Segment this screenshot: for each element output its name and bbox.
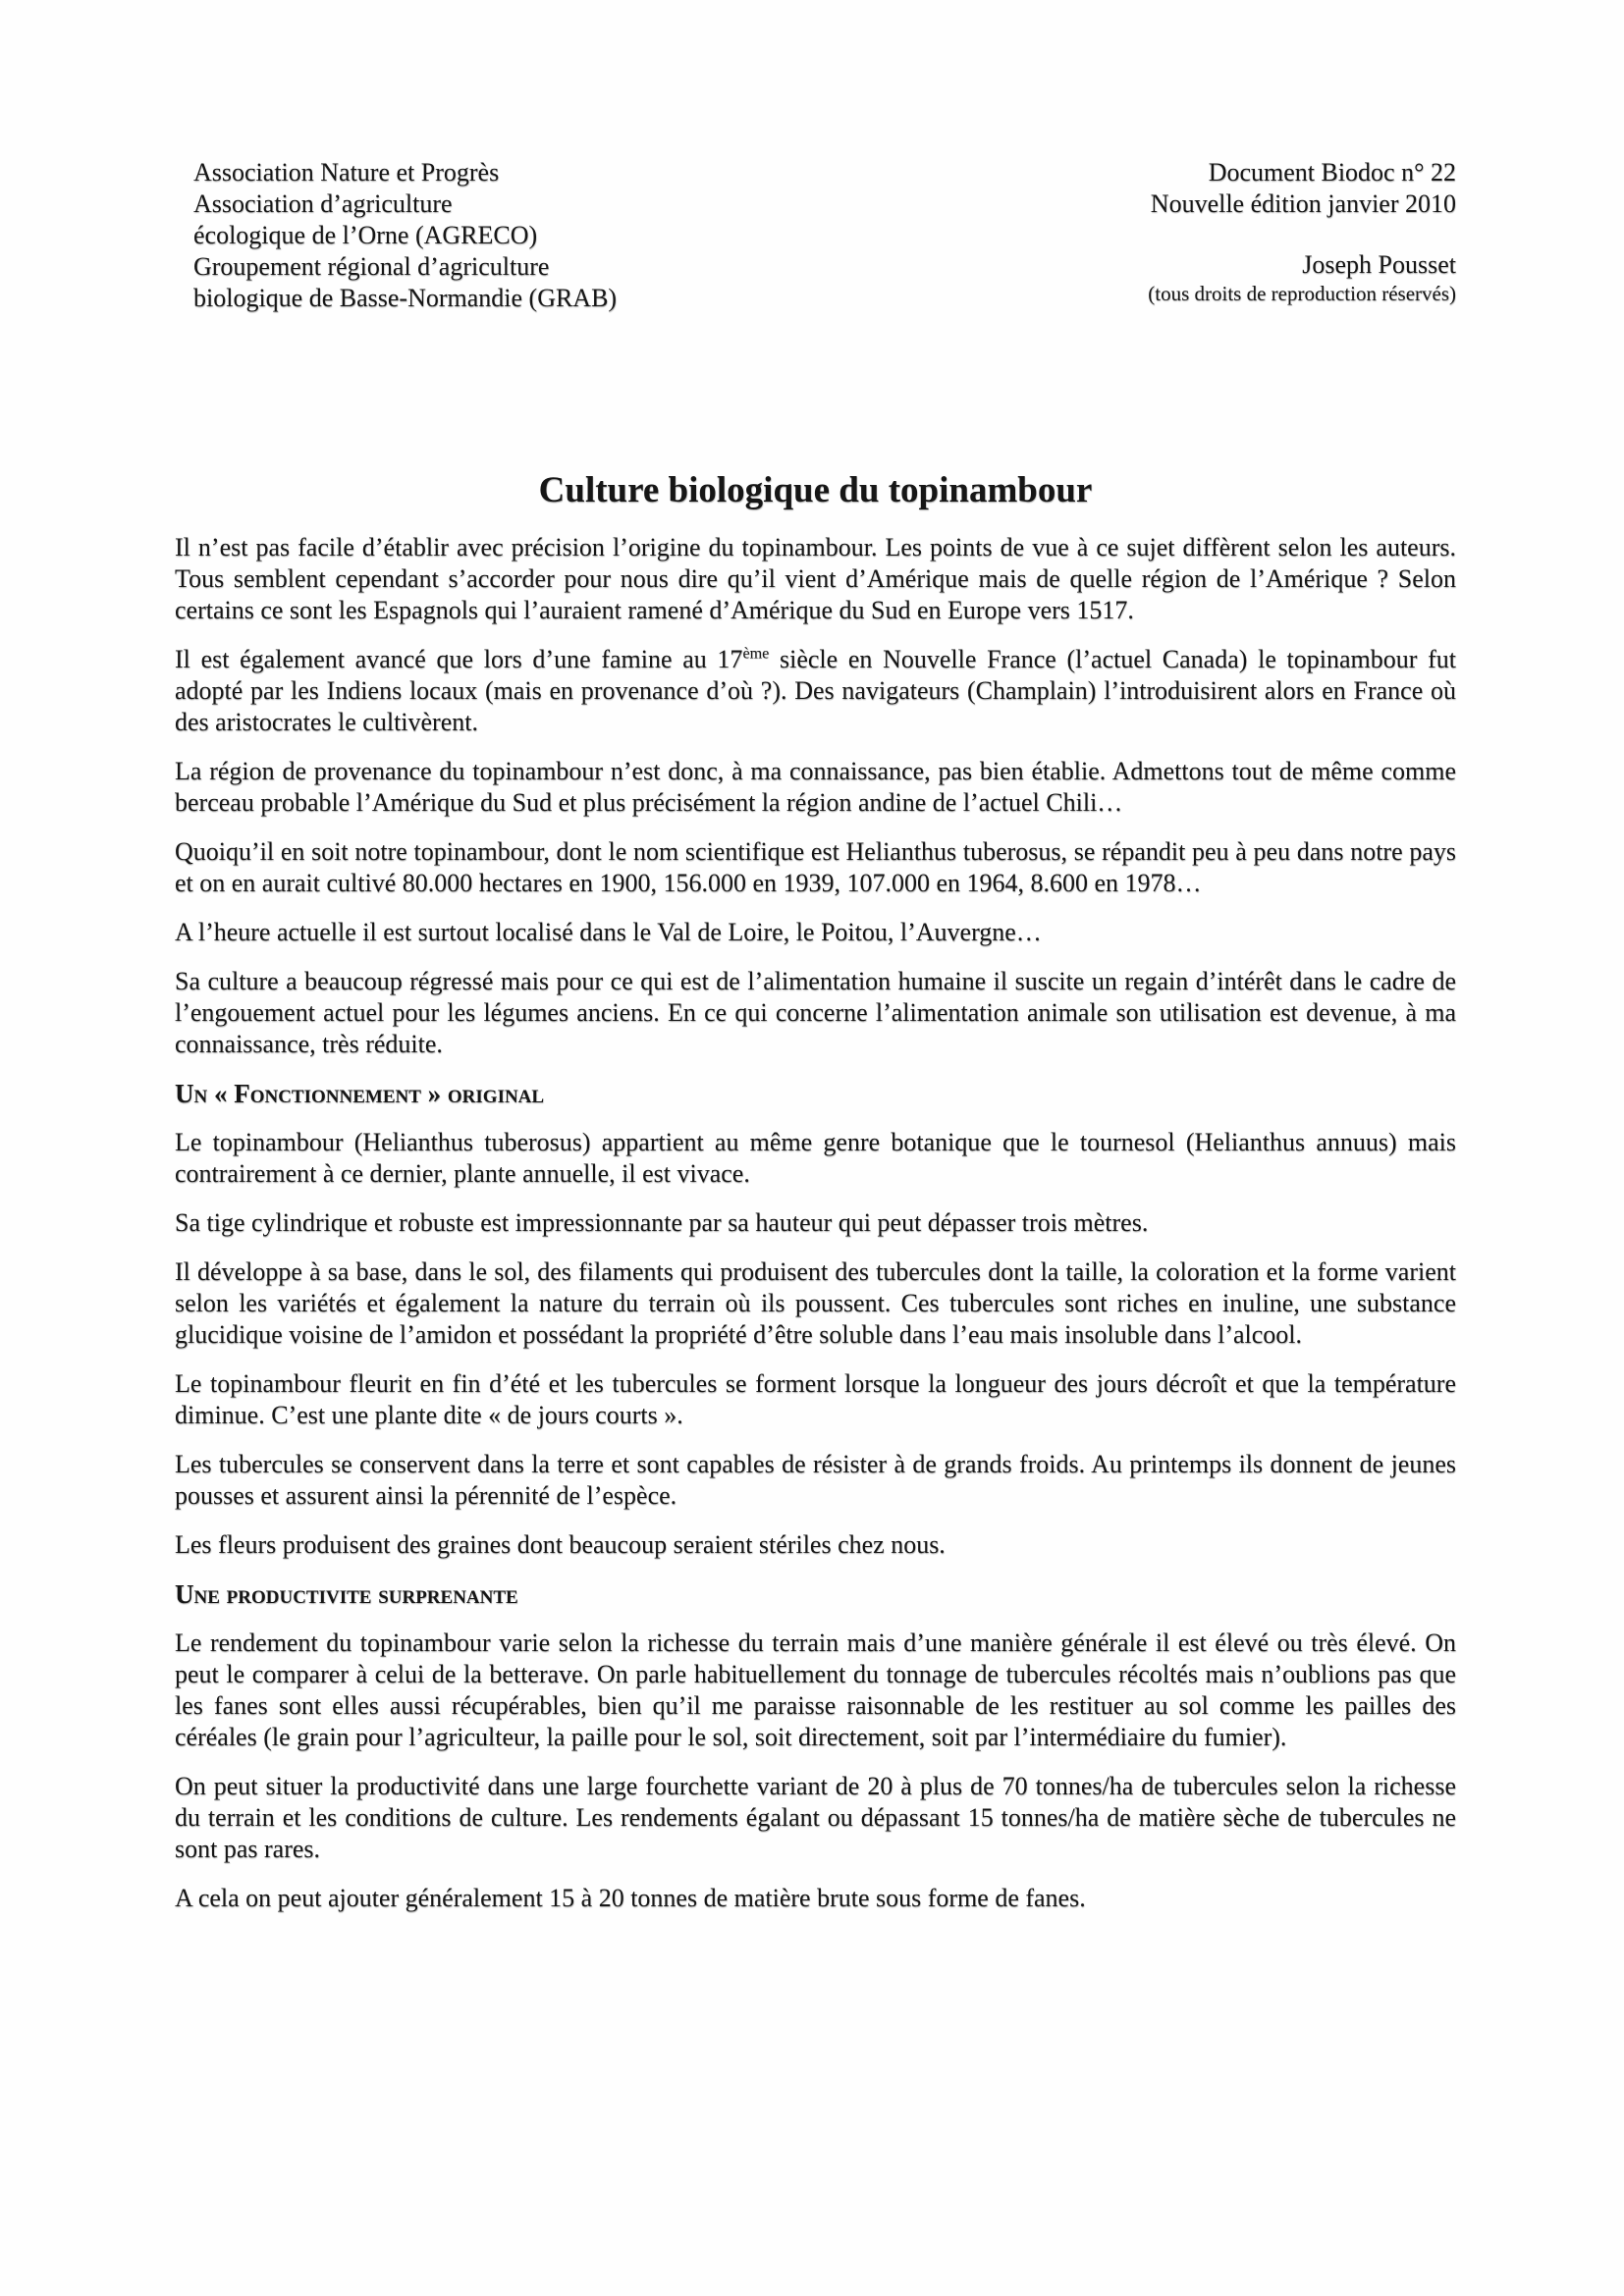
page-title: Culture biologique du topinambour (538, 470, 1093, 510)
paragraph-tige: Sa tige cylindrique et robuste est impressionnante par sa hauteur qui peut dépasser trois mètres. (175, 1208, 1149, 1237)
edition-date: Nouvelle édition janvier 2010 (1150, 189, 1456, 218)
paragraph-tubercules: Il développe à sa base, dans le sol, des filaments qui produisent des tubercules dont la taille, la coloration et la forme varient selon les variétés et également la nature du terrain où ils poussent. Ces tubercules sont riches en inuline, une substance glucidique voisine de l’amidon et possédant la propriété d’être soluble dans l’eau mais insoluble dans l’alcool. (175, 1257, 1456, 1349)
document-body (175, 532, 1456, 1914)
paragraph-regression: Sa culture a beaucoup régressé mais pour ce qui est de l’alimentation humaine il suscite un regain d’intérêt dans le cadre de l’engouement actuel pour les légumes anciens. En ce qui concerne l’alimentation animale son utilisation est devenue, à ma connaissance, très réduite. (175, 967, 1456, 1058)
author-name: Joseph Pousset (1302, 250, 1456, 279)
organization-line: Association d’agriculture (193, 189, 453, 218)
section-heading-fonctionnement: Un « Fonctionnement » original (175, 1079, 545, 1108)
organization-line: Association Nature et Progrès (193, 158, 500, 187)
paragraph-rendement: Le rendement du topinambour varie selon la richesse du terrain mais d’une manière générale il est élevé ou très élevé. On peut le comparer à celui de la betterave. On parle habituellement du tonnage de tubercules récoltés mais n’oublions pas que les fanes sont elles aussi récupérables, bien qu’il me paraisse raisonnable de les restituer au sol comme les pailles des céréales (le grain pour l’agriculteur, la paille pour le sol, soit directement, soit par l’intermédiaire du fumier). (175, 1629, 1456, 1751)
paragraph-fanes: A cela on peut ajouter généralement 15 à 20 tonnes de matière brute sous forme de fanes. (175, 1884, 1086, 1912)
paragraph-origin: Il n’est pas facile d’établir avec précision l’origine du topinambour. Les points de vue à ce sujet diffèrent selon les auteurs. Tous semblent cependant s’accorder pour nous dire qu’il vient d’Amérique mais de quelle région de l’Amérique ? Selon certains ce sont les Espagnols qui l’auraient ramené d’Amérique du Sud en Europe vers 1517. (175, 533, 1456, 624)
organization-line: écologique de l’Orne (AGRECO) (193, 221, 538, 249)
paragraph-provenance: La région de provenance du topinambour n’est donc, à ma connaissance, pas bien établie. Admettons tout de même comme berceau probable l’Amérique du Sud et plus précisément la région andine de l’actuel Chili… (175, 757, 1456, 817)
paragraph-genre-botanique: Le topinambour (Helianthus tuberosus) appartient au même genre botanique que le tournesol (Helianthus annuus) mais contrairement à ce dernier, plante annuelle, il est vivace. (175, 1128, 1456, 1188)
document-header (175, 157, 1456, 314)
edition-block (1148, 157, 1456, 307)
organizations-block (193, 157, 617, 314)
paragraph-floraison: Le topinambour fleurit en fin d’été et les tubercules se forment lorsque la longueur des jours décroît et que la température diminue. C’est une plante dite « de jours courts ». (175, 1369, 1456, 1429)
ordinal-superscript: ème (742, 645, 770, 663)
organization-line: Groupement régional d’agriculture (193, 252, 550, 281)
paragraph-famine-text: siècle en Nouvelle France (l’actuel Canada) le topinambour fut adopté par les Indiens locaux (mais en provenance d’où ?). Des navigateurs (Champlain) l’introduisirent alors en France où des aristocrates le cultivèrent. (175, 645, 1457, 736)
paragraph-graines: Les fleurs produisent des graines dont beaucoup seraient stériles chez nous. (175, 1530, 946, 1559)
organization-line: biologique de Basse-Normandie (GRAB) (193, 284, 618, 312)
copyright-notice: (tous droits de reproduction réservés) (1148, 282, 1456, 305)
section-heading-productivite: Une productivite surprenante (175, 1579, 518, 1609)
paragraph-hectares: Quoiqu’il en soit notre topinambour, dont le nom scientifique est Helianthus tuberosus, se répandit peu à peu dans notre pays et on en aurait cultivé 80.000 hectares en 1900, 156.000 en 1939, 107.000 en 1964, 8.600 en 1978… (175, 837, 1456, 897)
document-number: Document Biodoc n° 22 (1208, 158, 1456, 187)
paragraph-conservation: Les tubercules se conservent dans la terre et sont capables de résister à de grands froids. Au printemps ils donnent de jeunes pousses et assurent ainsi la pérennité de l’espèce. (175, 1450, 1456, 1510)
paragraph-famine-text: Il est également avancé que lors d’une famine au 17 (175, 645, 743, 673)
paragraph-localisation: A l’heure actuelle il est surtout localisé dans le Val de Loire, le Poitou, l’Auvergne… (175, 918, 1042, 946)
paragraph-famine (175, 644, 1456, 738)
paragraph-productivite: On peut situer la productivité dans une large fourchette variant de 20 à plus de 70 tonnes/ha de tubercules selon la richesse du terrain et les conditions de culture. Les rendements égalant ou dépassant 15 tonnes/ha de matière sèche de tubercules ne sont pas rares. (175, 1772, 1456, 1863)
